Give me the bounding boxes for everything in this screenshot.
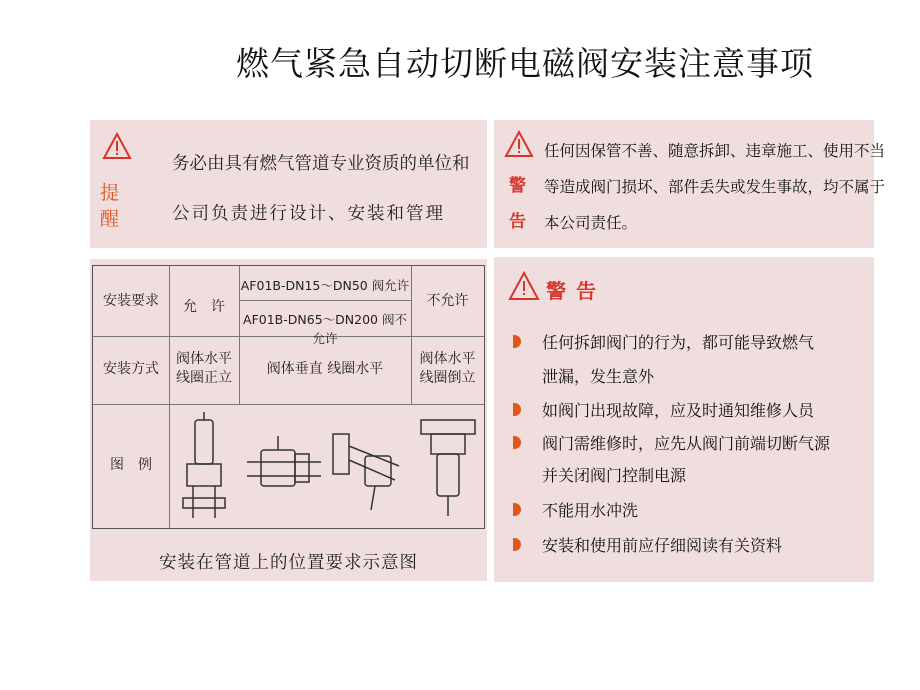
reminder-char-2: 醒 bbox=[100, 208, 120, 230]
warning-label bbox=[509, 168, 526, 240]
warning-item-1-line-2: 泄漏，发生意外 bbox=[542, 367, 655, 386]
warning-item-3-line-1: 阀门需维修时，应先从阀门前端切断气源 bbox=[542, 434, 831, 453]
row-label-requirement: 安装要求 bbox=[103, 293, 159, 309]
install-diagram-caption: 安装在管道上的位置要求示意图 bbox=[159, 553, 418, 573]
bullet-icon bbox=[513, 503, 523, 516]
not-allow-cell: 不允许 bbox=[426, 293, 469, 309]
warning-item-4: 不能用水冲洗 bbox=[542, 501, 639, 520]
bullet-icon bbox=[513, 436, 523, 449]
warning-triangle-icon bbox=[102, 132, 132, 160]
mode-left-line-2: 线圈正立 bbox=[176, 370, 232, 386]
warning-notice-panel bbox=[494, 120, 886, 248]
mode-right-line-1: 阀体水平 bbox=[419, 351, 476, 367]
row-label-mode: 安装方式 bbox=[103, 361, 159, 377]
bullet-icon bbox=[513, 403, 523, 416]
install-table bbox=[92, 265, 485, 529]
warning-heading: 警告 bbox=[546, 279, 606, 303]
mode-right-line-2: 线圈倒立 bbox=[419, 370, 476, 386]
warning-list-panel bbox=[494, 257, 874, 582]
mode-middle: 阀体垂直 线圈水平 bbox=[266, 361, 384, 377]
allow-small-valves: AF01B-DN15～DN50 阀允许 bbox=[240, 278, 410, 293]
warning-item-5: 安装和使用前应仔细阅读有关资料 bbox=[542, 536, 783, 555]
valve-upright-illustration bbox=[173, 410, 235, 522]
warning-line-1: 任何因保管不善、随意拆卸、违章施工、使用不当 bbox=[544, 142, 886, 160]
warning-char-2: 告 bbox=[509, 212, 526, 232]
warning-triangle-icon bbox=[508, 271, 540, 301]
allow-cell: 允 许 bbox=[183, 299, 225, 315]
warning-line-2: 等造成阀门损坏、部件丢失或发生事故，均不属于 bbox=[544, 178, 886, 196]
warning-item-1-line-1: 任何拆卸阀门的行为，都可能导致燃气 bbox=[542, 333, 815, 352]
row-label-illustration: 图 例 bbox=[110, 457, 152, 473]
reminder-panel bbox=[90, 120, 487, 248]
valve-inverted-illustration bbox=[415, 410, 481, 522]
warning-char-1: 警 bbox=[509, 176, 526, 196]
reminder-label bbox=[100, 180, 119, 232]
mode-left-line-1: 阀体水平 bbox=[176, 351, 232, 367]
disallow-large-valves: AF01B-DN65～DN200 阀不允许 bbox=[243, 312, 407, 346]
valve-vertical-illustration-1 bbox=[243, 410, 325, 522]
reminder-char-1: 提 bbox=[100, 182, 120, 204]
bullet-icon bbox=[513, 538, 523, 551]
mode-left bbox=[169, 350, 239, 388]
mode-right bbox=[411, 350, 484, 388]
warning-triangle-icon bbox=[504, 130, 534, 158]
valve-vertical-illustration-2 bbox=[329, 410, 407, 522]
reminder-line-2: 公司负责进行设计、安装和管理 bbox=[172, 204, 445, 224]
install-requirements-panel bbox=[90, 259, 487, 581]
warning-item-2: 如阀门出现故障，应及时通知维修人员 bbox=[542, 401, 815, 420]
bullet-icon bbox=[513, 335, 523, 348]
page-title: 燃气紧急自动切断电磁阀安装注意事项 bbox=[236, 44, 814, 83]
warning-item-3-line-2: 并关闭阀门控制电源 bbox=[542, 466, 687, 485]
warning-line-3: 本公司责任。 bbox=[544, 214, 638, 232]
reminder-line-1: 务必由具有燃气管道专业资质的单位和 bbox=[172, 154, 470, 174]
